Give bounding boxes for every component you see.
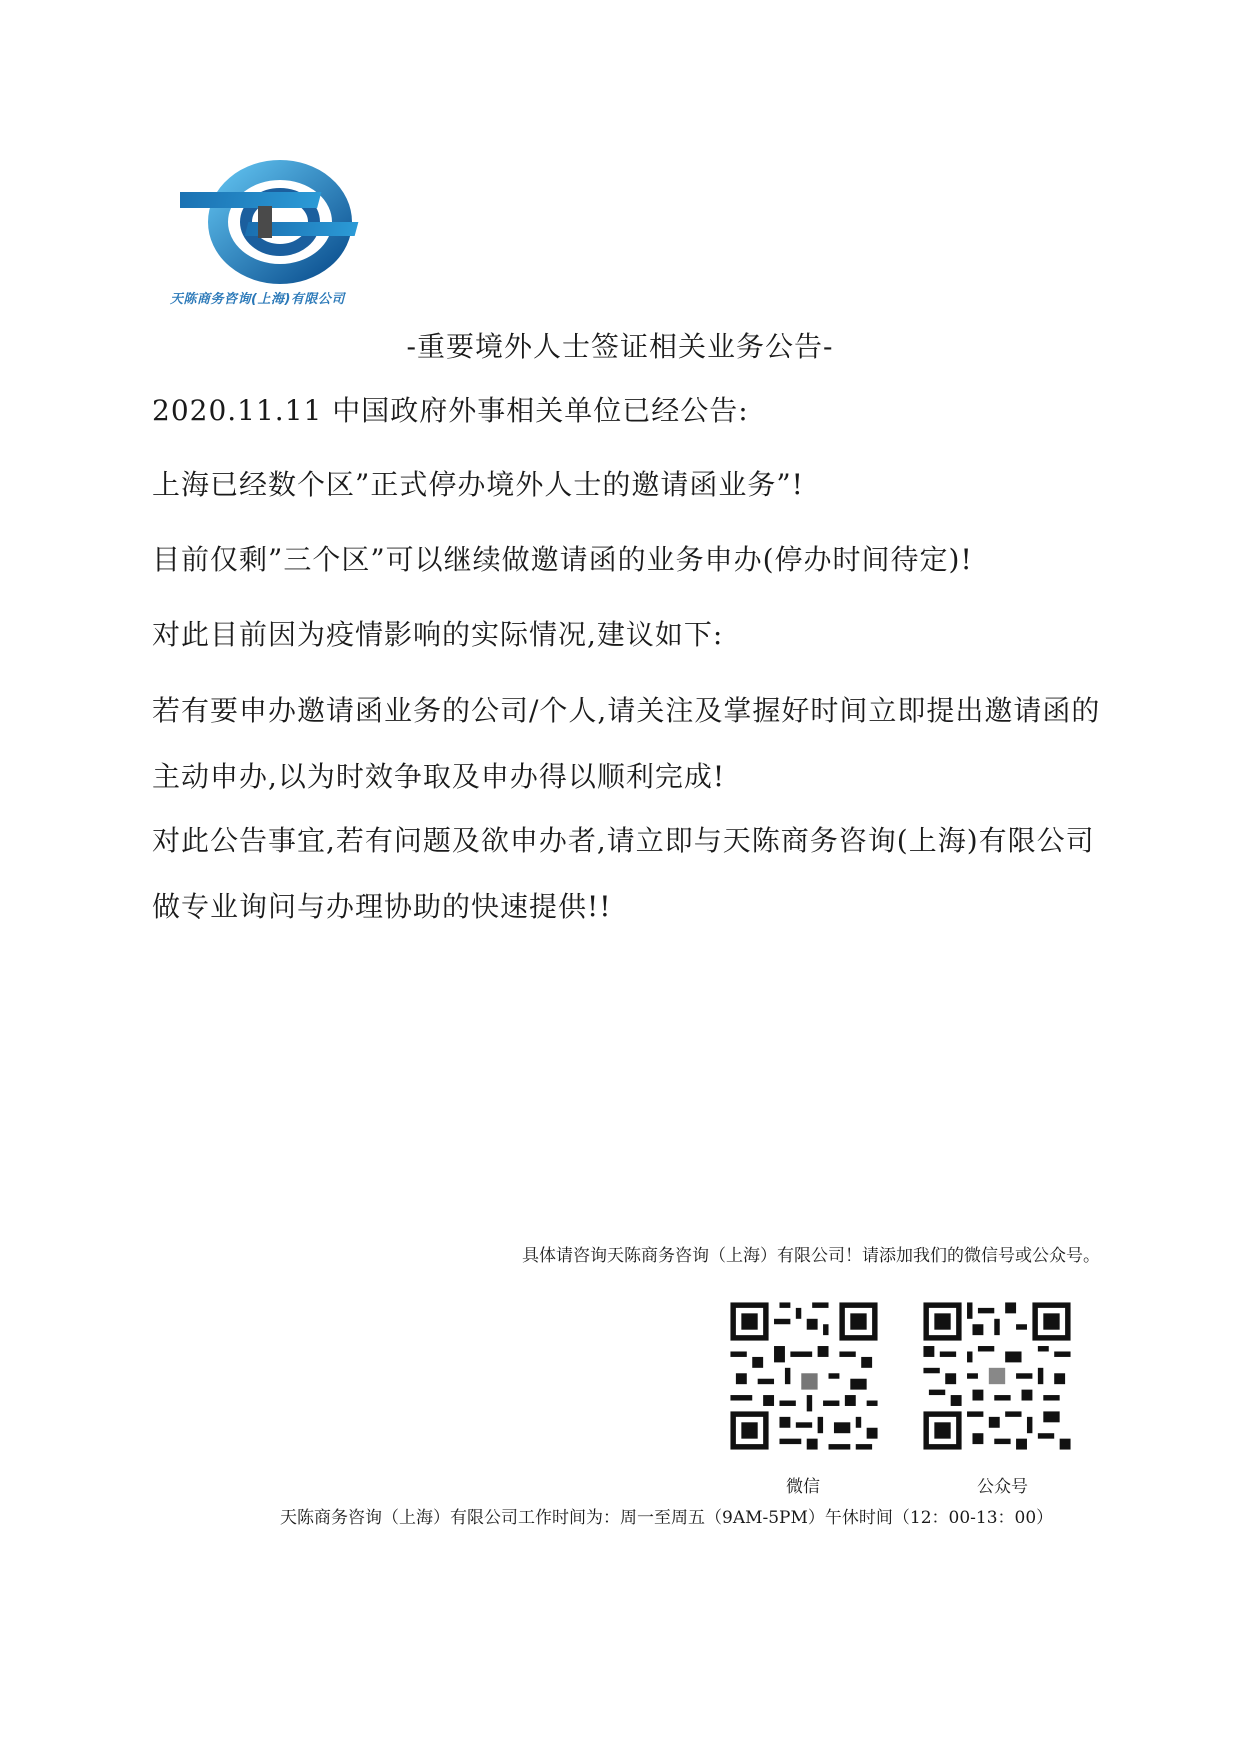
qr-code-icon [918, 1297, 1076, 1455]
official-account-label: 公众号 [977, 1477, 1028, 1497]
qr-code-icon [725, 1297, 883, 1455]
paragraph-3: 目前仅剩”三个区”可以继续做邀请函的业务申办(停办时间待定)! [152, 543, 973, 576]
wechat-label: 微信 [786, 1477, 820, 1497]
wechat-qr-code[interactable] [725, 1297, 883, 1455]
office-hours: 天陈商务咨询（上海）有限公司工作时间为：周一至周五（9AM-5PM）午休时间（12：00-13：00） [280, 1508, 1054, 1528]
official-account-qr-code[interactable] [918, 1297, 1076, 1455]
paragraph-4: 对此目前因为疫情影响的实际情况,建议如下: [152, 618, 724, 651]
paragraph-5: 若有要申办邀请函业务的公司/个人,请关注及掌握好时间立即提出邀请函的主动申办,以为时效争取及申办得以顺利完成! [152, 694, 1101, 793]
paragraph-6: 对此公告事宜,若有问题及欲申办者,请立即与天陈商务咨询(上海)有限公司做专业询问与办理协助的快速提供!! [152, 824, 1095, 923]
contact-note: 具体请咨询天陈商务咨询（上海）有限公司！请添加我们的微信号或公众号。 [522, 1246, 1100, 1266]
logo-company-caption: 天陈商务咨询(上海)有限公司 [170, 292, 345, 307]
company-logo [160, 160, 400, 310]
announcement-title: -重要境外人士签证相关业务公告- [406, 330, 834, 363]
logo-emblem-icon [180, 160, 380, 290]
paragraph-2: 上海已经数个区”正式停办境外人士的邀请函业务”! [152, 468, 804, 501]
paragraph-1: 2020.11.11 中国政府外事相关单位已经公告: [152, 394, 749, 427]
